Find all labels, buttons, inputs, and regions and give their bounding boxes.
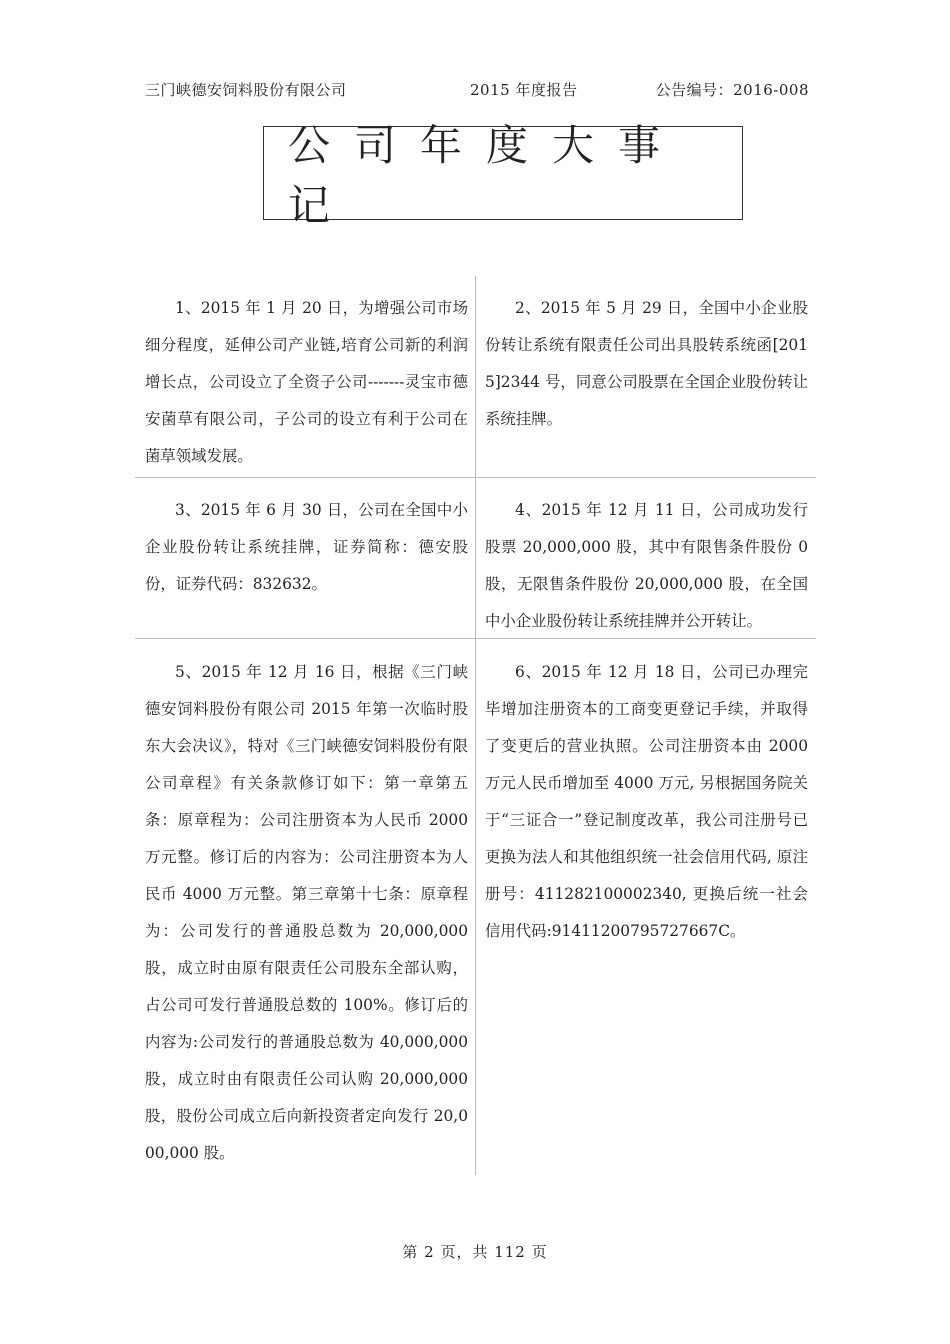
event-text: 4、2015 年 12 月 11 日，公司成功发行股票 20,000,000 股，其中有限售条件股份 0 股，无限售条件股份 20,000,000 股，在全国中小企业股份转让系统挂牌并公开转让。 (485, 501, 808, 630)
title-box (263, 121, 743, 230)
page-header (145, 79, 809, 101)
event-text: 5、2015 年 12 月 16 日，根据《三门峡德安饲料股份有限公司 2015 年第一次临时股东大会决议》，特对《三门峡德安饲料股份有限公司章程》有关条款修订如下：第一章第五条：原章程为：公司注册资本为人民币 2000 万元整。修订后的内容为：公司注册资本为人民币 4000 万元整。第三章第十七条：原章程为：公司发行的普通股总数为 20,000,000 股，成立时由原有限责任公司股东全部认购，占公司可发行普通股总数的 100%。修订后的内容为:公司发行的普通股总数为 40,000,000 股，成立时由有限责任公司认购 20,000,000 股，股份公司成立后向新投资者定向发行 20,000,000 股。 (145, 663, 468, 1162)
event-text: 6、2015 年 12 月 18 日，公司已办理完毕增加注册资本的工商变更登记手续，并取得了变更后的营业执照。公司注册资本由 2000 万元人民币增加至 4000 万元, 另根据国务院关于“三证合一”登记制度改革，我公司注册号已更换为法人和其他组织统一社会信用代码, 原注册号：411282100002340, 更换后统一社会信用代码:91411200795727667C。 (485, 663, 808, 940)
notice-number: 公告编号：2016-008 (655, 81, 809, 99)
events-table (135, 276, 816, 1175)
event-cell (475, 639, 815, 1175)
events-row (135, 478, 816, 639)
event-text: 3、2015 年 6 月 30 日，公司在全国中小企业股份转让系统挂牌，证券简称：德安股份，证券代码：832632。 (145, 501, 468, 593)
event-text: 2、2015 年 5 月 29 日，全国中小企业股份转让系统有限责任公司出具股转系统函[2015]2344 号，同意公司股票在全国企业股份转让系统挂牌。 (485, 299, 808, 428)
event-text: 1、2015 年 1 月 20 日，为增强公司市场细分程度，延伸公司产业链,培育公司新的利润增长点，公司设立了全资子公司-------灵宝市德安菌草有限公司，子公司的设立有利于公司在菌草领域发展。 (145, 299, 468, 465)
events-row (135, 639, 816, 1175)
event-cell (475, 478, 815, 638)
event-cell (135, 478, 475, 638)
event-cell (135, 639, 475, 1175)
events-row (135, 276, 816, 478)
page-footer: 第 2 页，共 112 页 (402, 1243, 548, 1261)
page-title: 公司年度大事记 (288, 121, 685, 230)
company-name: 三门峡德安饲料股份有限公司 (145, 81, 347, 99)
event-cell (135, 276, 475, 477)
event-cell (475, 276, 815, 477)
report-name: 2015 年度报告 (470, 81, 578, 99)
